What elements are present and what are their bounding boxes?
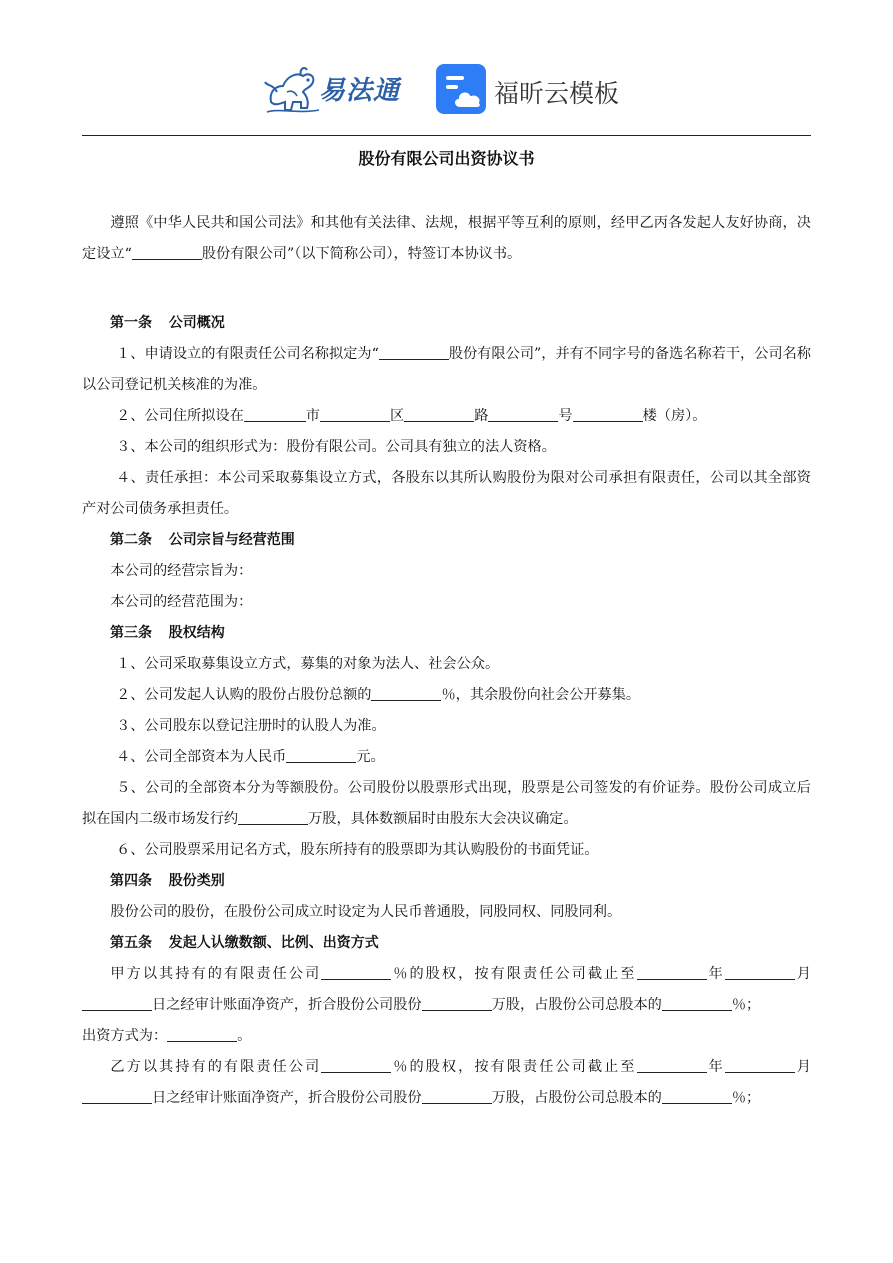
- clause-text: 楼（房）。: [642, 408, 707, 424]
- clause-text: 万股，占股份公司总股本的: [491, 1090, 662, 1106]
- fill-blank: [573, 406, 643, 422]
- article-title: 公司概况: [168, 315, 225, 331]
- fill-blank: [82, 1088, 152, 1104]
- header-logos: [0, 60, 893, 120]
- clause-text: 甲方以其持有的有限责任公司: [110, 966, 322, 982]
- yifatong-logo: [263, 62, 413, 116]
- article-heading: [82, 928, 811, 959]
- fill-blank: [286, 747, 356, 763]
- article-heading: [82, 618, 811, 649]
- clause-text: 月: [794, 966, 811, 982]
- clause-text: 万股，具体数额届时由股东大会决议确定。: [308, 811, 578, 827]
- clause-text: 年: [706, 966, 725, 982]
- clause-paragraph: [82, 1052, 811, 1114]
- fill-blank: [371, 685, 441, 701]
- article-heading: [82, 525, 811, 556]
- fill-blank: [422, 1088, 492, 1104]
- fill-blank: [662, 1088, 732, 1104]
- clause-text: ％；: [731, 1090, 761, 1106]
- clause-text: ％的股权，按有限责任公司截止至: [391, 1059, 637, 1075]
- article-title: 公司宗旨与经营范围: [168, 532, 295, 548]
- article-number: 第五条: [110, 935, 152, 951]
- fill-blank: [238, 809, 308, 825]
- fill-blank: [244, 406, 306, 422]
- company-name-blank: [132, 244, 202, 260]
- fill-blank: [320, 406, 390, 422]
- fill-blank: [167, 1026, 237, 1042]
- cloud-document-icon: [436, 64, 486, 114]
- clause-text: 乙方以其持有的有限责任公司: [110, 1059, 322, 1075]
- clause-text: 元。: [356, 749, 385, 765]
- clause-paragraph: ６、公司股票采用记名方式，股东所持有的股票即为其认购股份的书面凭证。: [116, 842, 599, 858]
- clause-text: 路: [474, 408, 489, 424]
- fill-blank: [422, 995, 492, 1011]
- fill-blank: [379, 344, 449, 360]
- clause-text: 月: [794, 1059, 811, 1075]
- clause-text: ％的股权，按有限责任公司截止至: [391, 966, 637, 982]
- clause-text: 。: [237, 1028, 252, 1044]
- fill-blank: [725, 964, 795, 980]
- clause-paragraph: 本公司的经营宗旨为：: [110, 563, 253, 579]
- clause-paragraph: [82, 959, 811, 1021]
- intro-text-a: 遵照《中华人民共和国公司法》和其他有关法律、法规，根据平等互利的原则，经甲乙丙各发起人友好协商，决定设立“: [82, 215, 811, 262]
- fill-blank: [637, 1057, 707, 1073]
- clause-paragraph: [82, 339, 811, 401]
- clause-text: ４、公司全部资本为人民币: [116, 749, 287, 765]
- document-body: [82, 208, 811, 1114]
- clause-paragraph: [82, 742, 811, 773]
- logo1-text: 易法通: [319, 76, 401, 106]
- clause-text: ％；: [731, 997, 761, 1013]
- clause-text: ％，其余股份向社会公开募集。: [441, 687, 641, 703]
- clause-paragraph: ３、公司股东以登记注册时的认股人为准。: [116, 718, 386, 734]
- clause-text: ２、公司发起人认购的股份占股份总额的: [116, 687, 372, 703]
- article-title: 股权结构: [168, 625, 225, 641]
- clause-text: 日之经审计账面净资产，折合股份公司股份: [152, 997, 422, 1013]
- header-divider: [82, 135, 811, 136]
- clause-text: 股份有限公司”，并有不同字号的备选名称若干，公司名称以公司登记机关核准的为准。: [82, 346, 811, 393]
- intro-text-b: 股份有限公司”（以下简称公司），特签订本协议书。: [201, 246, 522, 262]
- article-number: 第四条: [110, 873, 152, 889]
- clause-text: 号: [558, 408, 573, 424]
- clause-paragraph: [82, 401, 811, 432]
- clause-paragraph: [82, 680, 811, 711]
- clause-paragraph: [82, 1021, 811, 1052]
- article-number: 第二条: [110, 532, 152, 548]
- clause-text: 万股，占股份公司总股本的: [491, 997, 662, 1013]
- clause-paragraph: ３、本公司的组织形式为：股份有限公司。公司具有独立的法人资格。: [116, 439, 556, 455]
- clause-text: 出资方式为：: [82, 1028, 168, 1044]
- spacer: [82, 270, 811, 308]
- fill-blank: [321, 1057, 391, 1073]
- fill-blank: [82, 995, 152, 1011]
- clause-text: ２、公司住所拟设在: [116, 408, 244, 424]
- fill-blank: [662, 995, 732, 1011]
- clause-text: 年: [706, 1059, 725, 1075]
- article-title: 股份类别: [168, 873, 225, 889]
- logo2-text: 福昕云模板: [494, 79, 620, 108]
- fill-blank: [488, 406, 558, 422]
- clause-text: 区: [389, 408, 405, 424]
- clause-text: １、申请设立的有限责任公司名称拟定为“: [116, 346, 379, 362]
- fill-blank: [637, 964, 707, 980]
- article-number: 第一条: [110, 315, 152, 331]
- clause-text: 市: [305, 408, 320, 424]
- clause-text: 日之经审计账面净资产，折合股份公司股份: [152, 1090, 422, 1106]
- article-heading: [82, 308, 811, 339]
- article-number: 第三条: [110, 625, 152, 641]
- clause-paragraph: １、公司采取募集设立方式，募集的对象为法人、社会公众。: [116, 656, 500, 672]
- clause-paragraph: ４、责任承担：本公司采取募集设立方式，各股东以其所认购股份为限对公司承担有限责任，公司以其全部资产对公司债务承担责任。: [82, 470, 811, 517]
- clause-paragraph: 本公司的经营范围为：: [110, 594, 253, 610]
- article-title: 发起人认缴数额、比例、出资方式: [168, 935, 379, 951]
- fill-blank: [725, 1057, 795, 1073]
- qilin-mascot-icon: [263, 62, 321, 116]
- fill-blank: [321, 964, 391, 980]
- clause-paragraph: [82, 773, 811, 835]
- fill-blank: [404, 406, 474, 422]
- clause-text: ５、公司的全部资本分为等额股份。公司股份以股票形式出现，股票是公司签发的有价证券。股份公司成立后拟在国内二级市场发行约: [82, 780, 811, 827]
- clause-paragraph: 股份公司的股份，在股份公司成立时设定为人民币普通股，同股同权、同股同利。: [110, 904, 622, 920]
- intro-paragraph: [82, 208, 811, 270]
- document-title: 股份有限公司出资协议书: [358, 149, 535, 168]
- article-heading: [82, 866, 811, 897]
